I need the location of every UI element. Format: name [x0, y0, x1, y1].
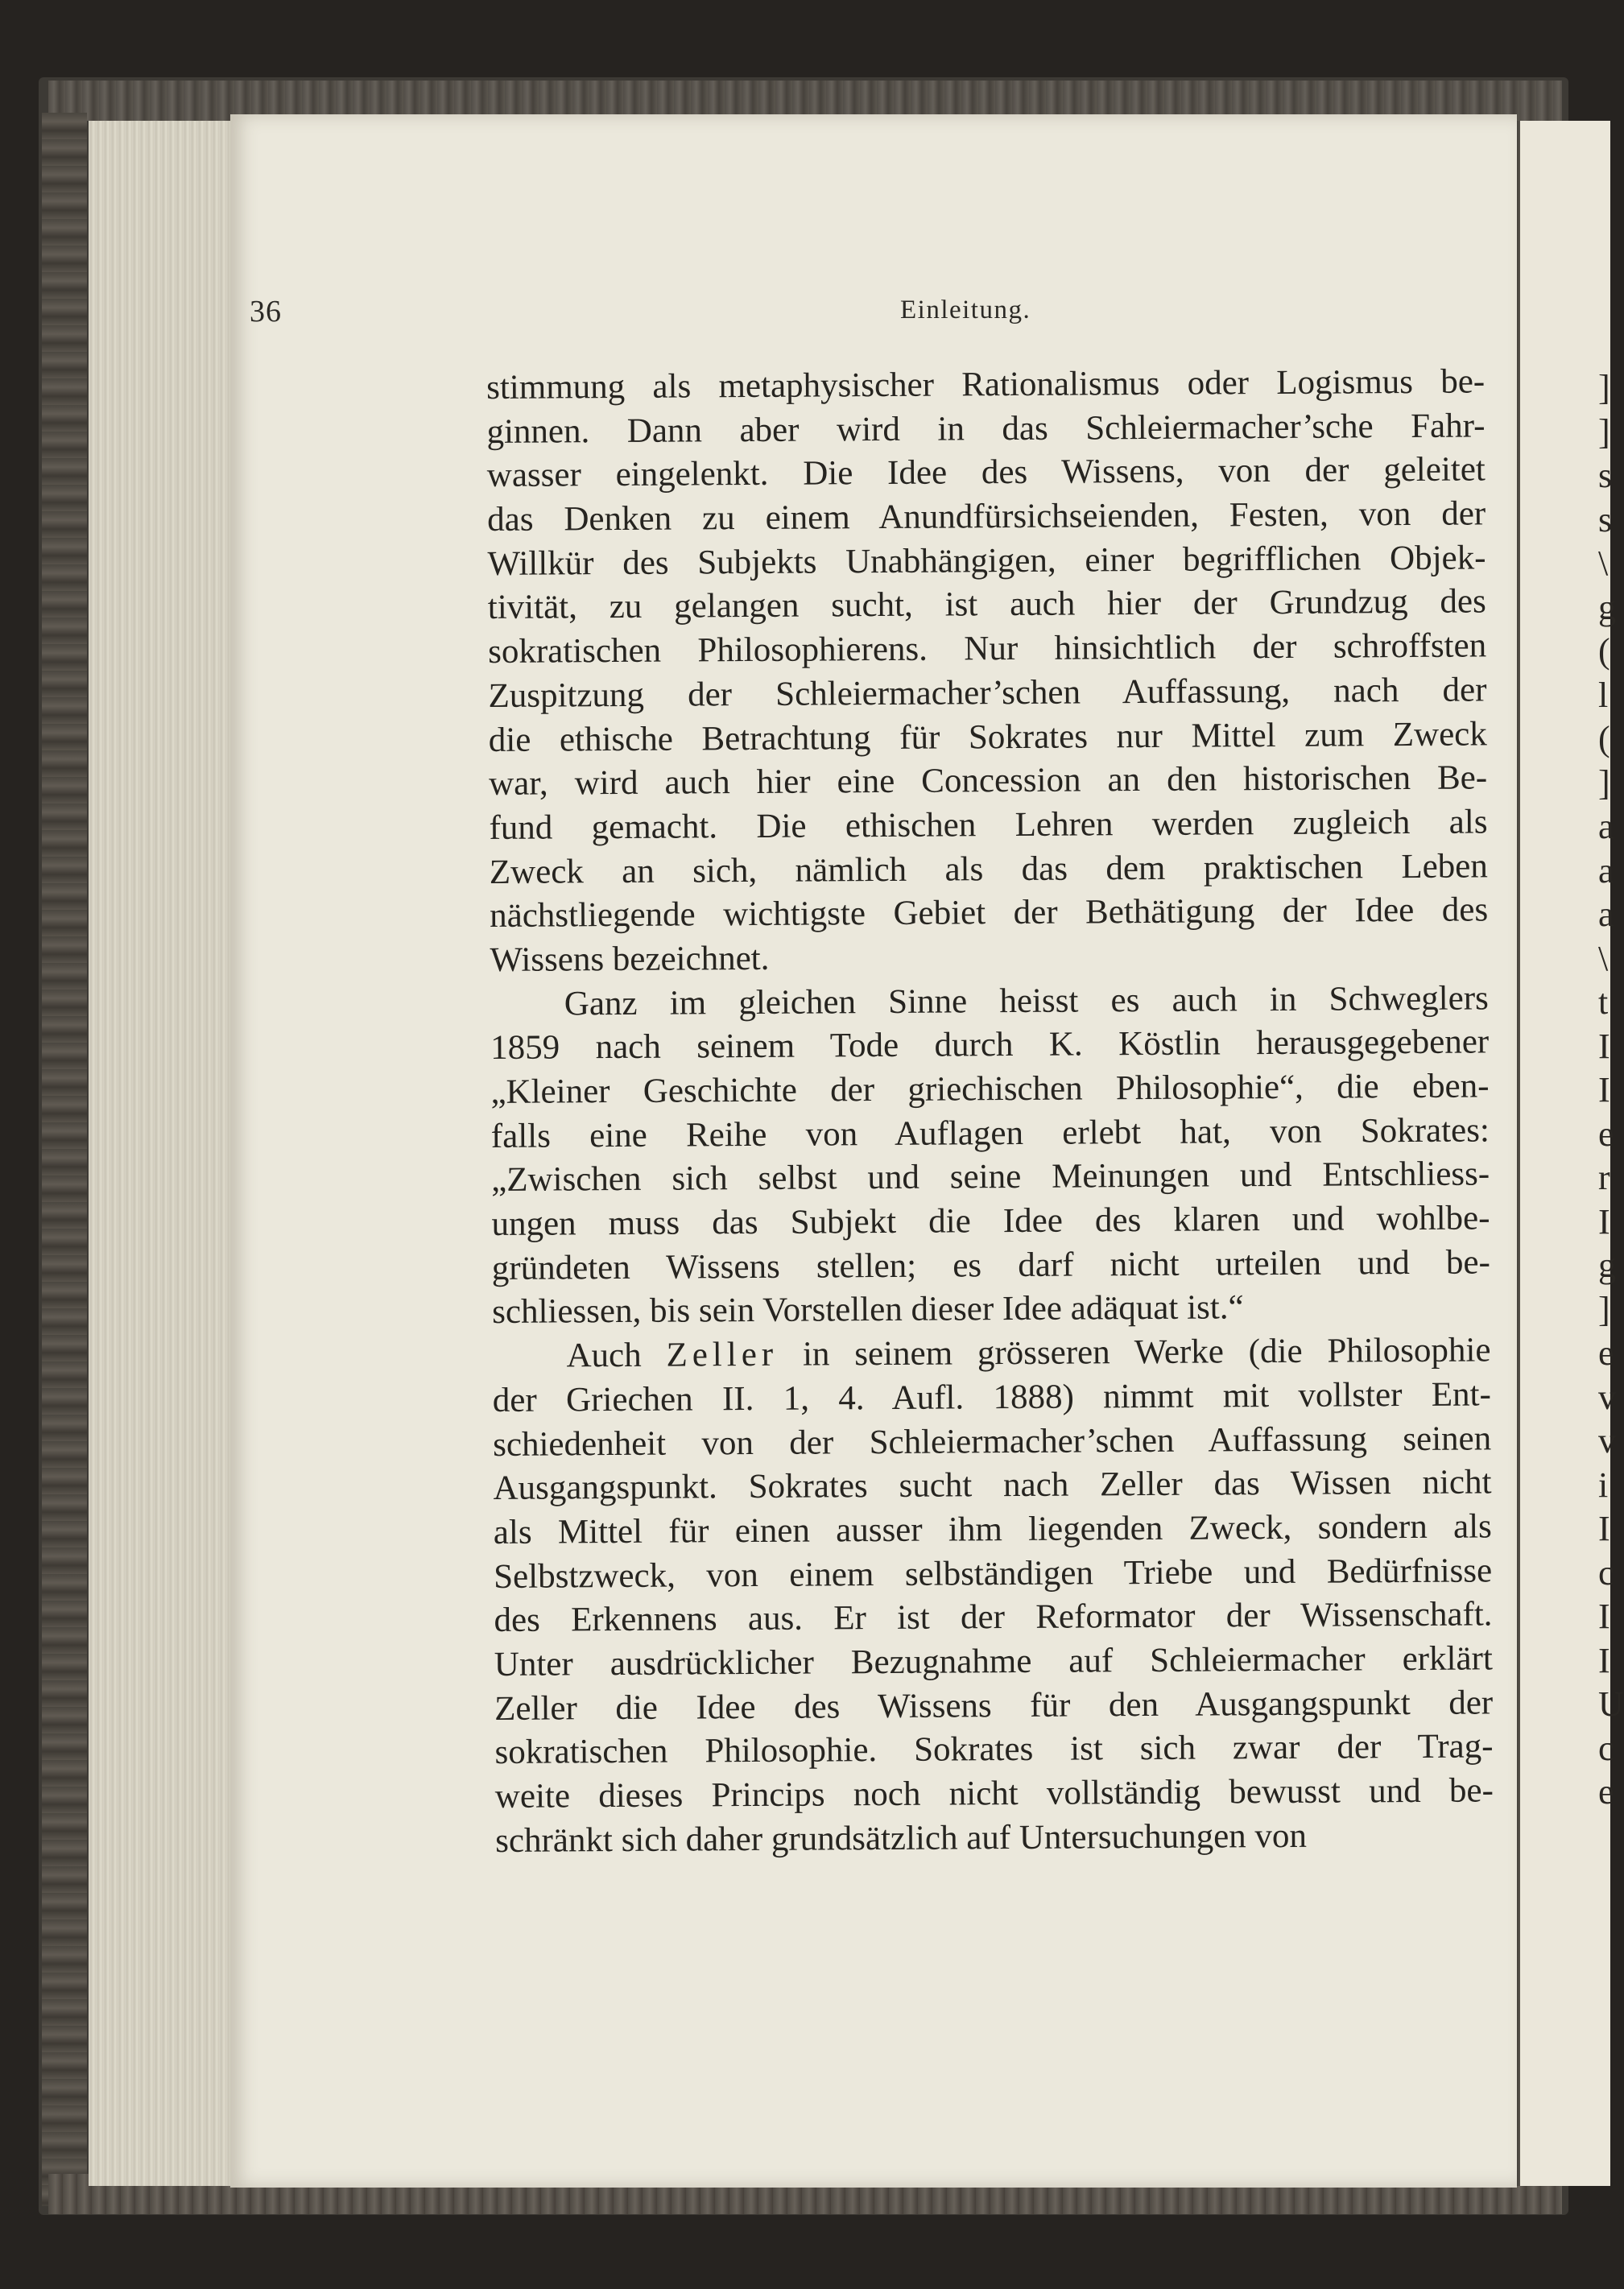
text-line: „Zwischen sich selbst und seine Meinungen und Entschliess-	[491, 1155, 1490, 1200]
text-line: weite dieses Princips noch nicht vollständig bewusst und be-	[494, 1771, 1494, 1816]
margin-glyph: v	[1598, 1421, 1616, 1461]
paragraph	[486, 360, 1489, 982]
text-line: schliessen, bis sein Vorstellen dieser Idee adäquat ist.“	[492, 1288, 1244, 1332]
text-line: wasser eingelenkt. Die Idee des Wissens, von der geleitet	[486, 450, 1486, 495]
margin-glyph: v	[1598, 1377, 1616, 1417]
margin-glyph: I	[1598, 1070, 1610, 1109]
text-line: ginnen. Dann aber wird in das Schleiermacher’sche Fahr-	[486, 407, 1486, 451]
text-line: die ethische Betrachtung für Sokrates nur Mittel zum Zweck	[488, 714, 1487, 759]
margin-glyph: g	[1598, 1246, 1616, 1285]
text-line: gründeten Wissens stellen; es darf nicht urteilen und be-	[491, 1243, 1490, 1287]
body-text	[486, 360, 1494, 1863]
text-line: nächstliegende wichtigste Gebiet der Bethätigung der Idee des	[490, 890, 1489, 936]
margin-glyph: ]	[1598, 1289, 1610, 1329]
text-line: „Kleiner Geschichte der griechischen Philosophie“, die eben-	[490, 1067, 1490, 1111]
text-line: Wissens bezeichnet.	[490, 939, 770, 979]
margin-glyph: e	[1598, 1772, 1614, 1812]
margin-glyph: g	[1598, 587, 1616, 627]
text-line: das Denken zu einem Anundfürsichseienden, Festen, von der	[487, 494, 1486, 539]
margin-glyph: r	[1598, 1158, 1610, 1197]
text-line: Ganz im gleichen Sinne heisst es auch in Schweglers	[564, 979, 1489, 1023]
margin-glyph: i	[1598, 1465, 1609, 1505]
page-number: 36	[250, 295, 282, 328]
margin-glyph: I	[1598, 1026, 1610, 1066]
text-line: als Mittel für einen ausser ihm liegenden Zweck, sondern als	[493, 1507, 1492, 1551]
text-line: war, wird auch hier eine Concession an den historischen Be-	[489, 758, 1488, 804]
margin-glyph: l	[1598, 675, 1609, 715]
text-line: fund gemacht. Die ethischen Lehren werden zugleich als	[489, 803, 1488, 847]
text-line: Willkür des Subjekts Unabhängigen, einer begrifflichen Objek-	[487, 539, 1486, 583]
text-line: falls eine Reihe von Auflagen erlebt hat, von Sokrates:	[490, 1111, 1490, 1155]
margin-glyph: I	[1598, 1640, 1610, 1680]
text-line: Zeller die Idee des Wissens für den Ausgangspunkt der	[494, 1684, 1494, 1728]
margin-glyph: a	[1598, 807, 1614, 846]
margin-glyph: (	[1598, 631, 1610, 671]
margin-glyph: s	[1598, 456, 1613, 495]
text-line: 1859 nach seinem Tode durch K. Köstlin herausgegebener	[490, 1023, 1490, 1068]
paragraph	[490, 977, 1491, 1335]
margin-glyph: I	[1598, 1509, 1610, 1548]
running-head	[250, 294, 1055, 342]
margin-glyph: I	[1598, 1597, 1610, 1636]
margin-glyph: I	[1598, 1201, 1610, 1242]
text-line: sokratischen Philosophierens. Nur hinsichtlich der schroffsten	[488, 626, 1487, 671]
text-line: des Erkennens aus. Er ist der Reformator der Wissenschaft.	[494, 1595, 1493, 1640]
margin-glyph: c	[1598, 1552, 1614, 1593]
text-line: stimmung als metaphysischer Rationalismus oder Logismus be-	[486, 362, 1486, 407]
margin-glyph: ]	[1598, 411, 1610, 452]
margin-glyph: e	[1598, 1114, 1614, 1154]
text-line: schiedenheit von der Schleiermacher’schen Auffassung seinen	[493, 1419, 1492, 1464]
running-title: Einleitung.	[900, 295, 1031, 324]
margin-glyph: a	[1598, 895, 1614, 934]
text-line: Selbstzweck, von einem selbständigen Triebe und Bedürfnisse	[494, 1551, 1493, 1596]
margin-glyph: ]	[1598, 762, 1610, 803]
margin-glyph: (	[1598, 719, 1610, 758]
margin-glyph: ]	[1598, 368, 1610, 407]
margin-glyph: e	[1598, 1333, 1614, 1373]
next-page-margin-text	[1598, 0, 1624, 2289]
next-page	[1520, 121, 1613, 2186]
paragraph	[492, 1329, 1494, 1864]
margin-glyph: s	[1598, 499, 1613, 539]
margin-glyph: c	[1598, 1728, 1614, 1768]
margin-glyph: t	[1598, 982, 1609, 1022]
text-line: tivität, zu gelangen sucht, ist auch hier der Grundzug des	[487, 582, 1486, 627]
margin-glyph: \	[1598, 938, 1609, 978]
text-line: Ausgangspunkt. Sokrates sucht nach Zeller das Wissen nicht	[493, 1463, 1492, 1508]
margin-glyph: U	[1598, 1684, 1624, 1724]
cover-edge-left	[42, 113, 87, 2206]
text-line: Zweck an sich, nämlich als das dem praktischen Leben	[489, 846, 1488, 891]
margin-glyph: a	[1598, 850, 1614, 890]
text-line: Auch Zeller in seinem grösseren Werke (die Philosophie	[566, 1331, 1491, 1375]
text-line: Unter ausdrücklicher Bezugnahme auf Schleiermacher erklärt	[494, 1639, 1493, 1684]
text-line: schränkt sich daher grundsätzlich auf Untersuchungen von	[495, 1816, 1308, 1860]
text-line: ungen muss das Subjekt die Idee des klaren und wohlbe-	[491, 1199, 1490, 1244]
text-line: sokratischen Philosophie. Sokrates ist sich zwar der Trag-	[494, 1727, 1494, 1772]
text-line: der Griechen II. 1, 4. Aufl. 1888) nimmt mit vollster Ent-	[492, 1375, 1491, 1419]
page-stack-edges	[89, 121, 233, 2186]
text-line: Zuspitzung der Schleiermacher’schen Auffassung, nach der	[488, 671, 1487, 715]
margin-glyph: \	[1598, 543, 1609, 583]
